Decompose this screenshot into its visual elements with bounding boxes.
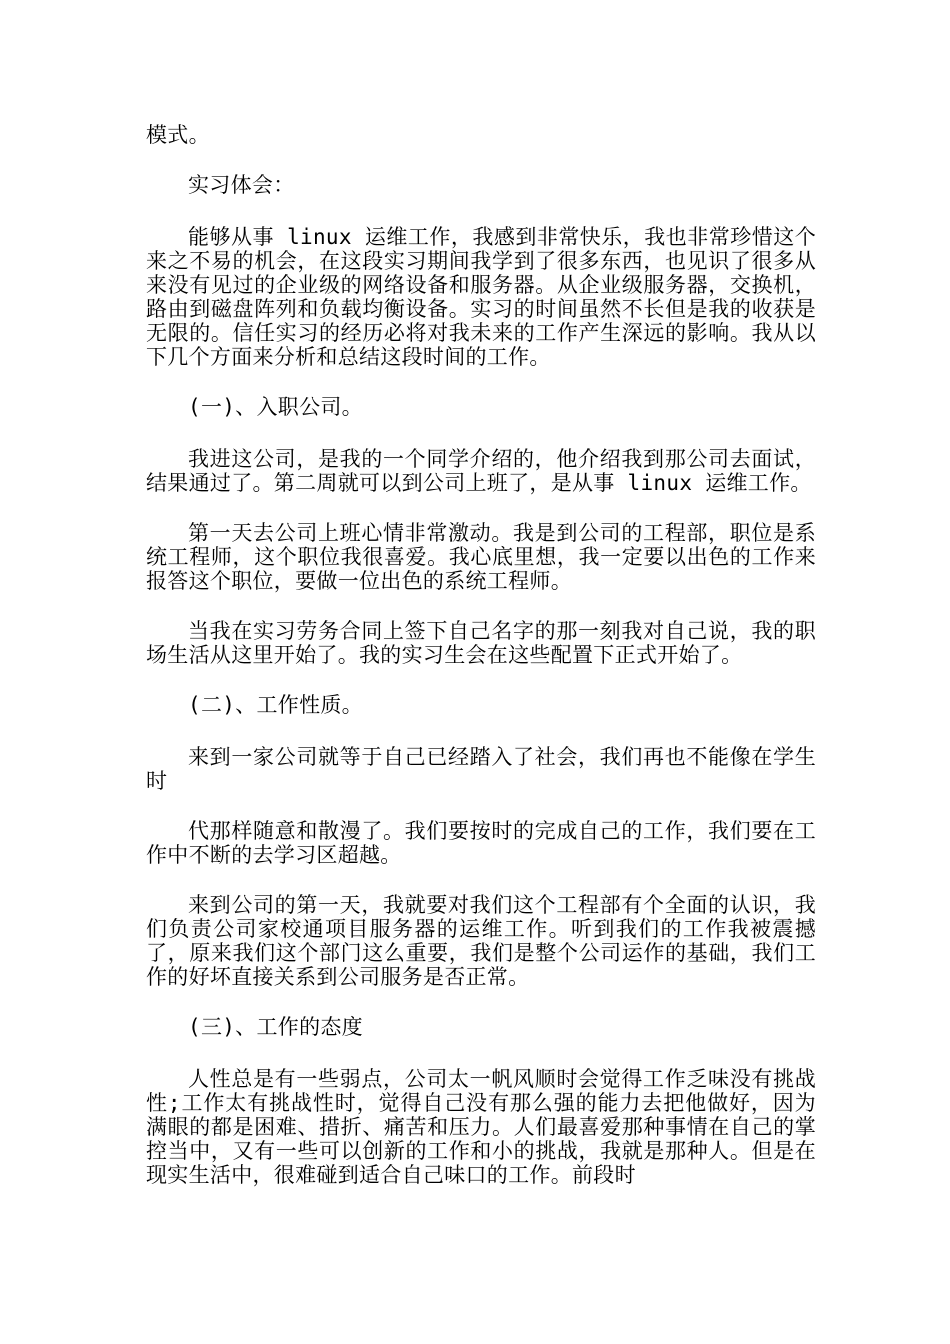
paragraph-joining: 我进这公司，是我的一个同学介绍的，他介绍我到那公司去面试，结果通过了。第二周就可以到公司上班了，是从事 linux 运维工作。 (146, 447, 816, 495)
paragraph-society: 来到一家公司就等于自己已经踏入了社会，我们再也不能像在学生时 (146, 745, 816, 793)
paragraph-attitude: 人性总是有一些弱点，公司太一帆风顺时会觉得工作乏味没有挑战性;工作太有挑战性时，觉得自己没有那么强的能力去把他做好，因为满眼的都是困难、措折、痛苦和压力。人们最喜爱那种事情在自己的掌控当中，又有一些可以创新的工作和小的挑战，我就是那种人。但是在现实生活中，很难碰到适合自己味口的工作。前段时 (146, 1067, 816, 1187)
paragraph-intro: 能够从事 linux 运维工作，我感到非常快乐，我也非常珍惜这个来之不易的机会，在这段实习期间我学到了很多东西，也见识了很多从来没有见过的企业级的网络设备和服务器。从企业级服务器，交换机，路由到磁盘阵列和负载均衡设备。实习的时间虽然不长但是我的收获是无限的。信任实习的经历必将对我未来的工作产生深远的影响。我从以下几个方面来分析和总结这段时间的工作。 (146, 225, 816, 369)
paragraph-contract: 当我在实习劳务合同上签下自己名字的那一刻我对自己说，我的职场生活从这里开始了。我的实习生会在这些配置下正式开始了。 (146, 619, 816, 667)
section-heading-joining: (一)、入职公司。 (188, 395, 363, 419)
paragraph-first-day: 第一天去公司上班心情非常激动。我是到公司的工程部，职位是系统工程师，这个职位我很喜爱。我心底里想，我一定要以出色的工作来报答这个职位，要做一位出色的系统工程师。 (146, 521, 816, 593)
section-heading-nature: (二)、工作性质。 (188, 693, 363, 717)
document-body (146, 123, 816, 1213)
section-heading-experience: 实习体会： (188, 173, 295, 197)
paragraph-discipline: 代那样随意和散漫了。我们要按时的完成自己的工作，我们要在工作中不断的去学习区超越。 (146, 819, 816, 867)
paragraph-department: 来到公司的第一天，我就要对我们这个工程部有个全面的认识，我们负责公司家校通项目服务器的运维工作。听到我们的工作我被震撼了，原来我们这个部门这么重要，我们是整个公司运作的基础，我们工作的好坏直接关系到公司服务是否正常。 (146, 893, 816, 989)
paragraph-continuation: 模式。 (146, 123, 210, 147)
section-heading-attitude: (三)、工作的态度 (188, 1015, 363, 1039)
